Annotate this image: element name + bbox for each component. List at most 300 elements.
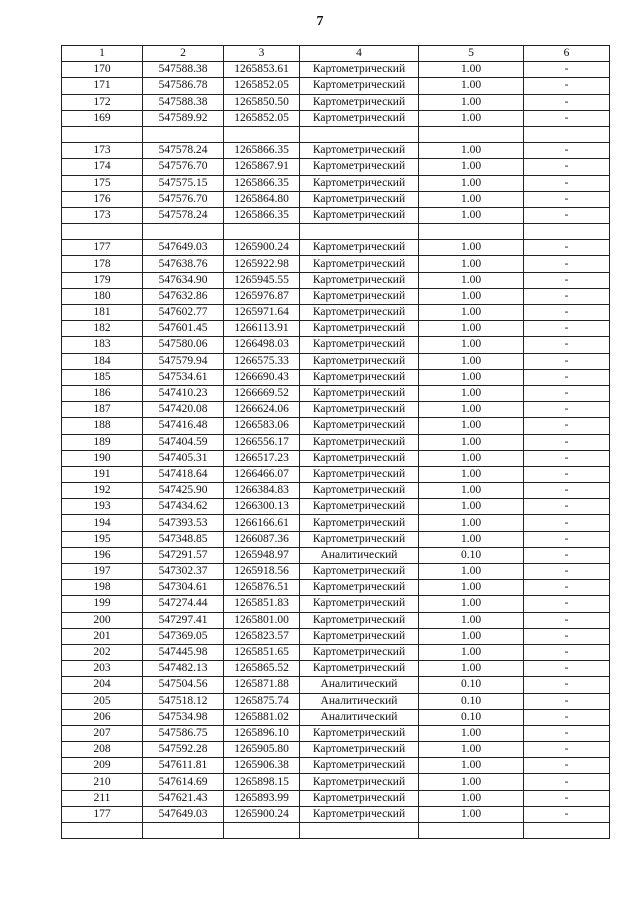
table-cell: 1.00 xyxy=(419,207,524,223)
table-cell: 547482.13 xyxy=(143,661,224,677)
table-cell xyxy=(143,126,224,142)
table-cell: 547404.59 xyxy=(143,434,224,450)
table-cell: - xyxy=(524,305,610,321)
table-row xyxy=(62,466,610,482)
table-cell: 547420.08 xyxy=(143,402,224,418)
table-cell: 1265851.65 xyxy=(224,644,300,660)
table-cell: 185 xyxy=(62,369,143,385)
table-cell: 186 xyxy=(62,385,143,401)
table-cell: 1.00 xyxy=(419,499,524,515)
table-row xyxy=(62,742,610,758)
table-row xyxy=(62,418,610,434)
header-cell: 6 xyxy=(524,46,610,62)
table-cell: - xyxy=(524,240,610,256)
table-cell: 1.00 xyxy=(419,758,524,774)
table-cell: 1266113.91 xyxy=(224,321,300,337)
table-cell: 199 xyxy=(62,596,143,612)
table-cell: Картометрический xyxy=(300,596,419,612)
table-cell: - xyxy=(524,175,610,191)
table-cell: 1.00 xyxy=(419,305,524,321)
table-cell: - xyxy=(524,110,610,126)
table-cell: - xyxy=(524,434,610,450)
table-cell: Картометрический xyxy=(300,450,419,466)
table-cell: 1265881.02 xyxy=(224,709,300,725)
table-cell: Картометрический xyxy=(300,288,419,304)
table-cell: 1.00 xyxy=(419,531,524,547)
page-number: 7 xyxy=(316,14,324,29)
table-cell: 207 xyxy=(62,725,143,741)
table-cell xyxy=(300,823,419,839)
table-row xyxy=(62,693,610,709)
table-row xyxy=(62,191,610,207)
table-cell: 194 xyxy=(62,515,143,531)
table-cell: 1.00 xyxy=(419,515,524,531)
table-cell: Аналитический xyxy=(300,677,419,693)
table-cell: Картометрический xyxy=(300,143,419,159)
table-cell: 1265896.10 xyxy=(224,725,300,741)
table-cell: 1.00 xyxy=(419,434,524,450)
table-cell: - xyxy=(524,272,610,288)
table-cell: 1265918.56 xyxy=(224,564,300,580)
table-row xyxy=(62,288,610,304)
table-cell: 1265922.98 xyxy=(224,256,300,272)
table-row xyxy=(62,823,610,839)
table-cell xyxy=(224,126,300,142)
table-cell: - xyxy=(524,774,610,790)
table-cell: - xyxy=(524,677,610,693)
table-cell: Картометрический xyxy=(300,434,419,450)
table-cell: 189 xyxy=(62,434,143,450)
table-cell: 1265893.99 xyxy=(224,790,300,806)
table-cell: Картометрический xyxy=(300,256,419,272)
table-cell: 547369.05 xyxy=(143,628,224,644)
table-cell: 180 xyxy=(62,288,143,304)
table-row xyxy=(62,483,610,499)
table-cell: - xyxy=(524,385,610,401)
table-cell: 1.00 xyxy=(419,94,524,110)
table-cell: 1.00 xyxy=(419,402,524,418)
table-cell: - xyxy=(524,321,610,337)
table-cell: 547504.56 xyxy=(143,677,224,693)
table-cell: 1265871.88 xyxy=(224,677,300,693)
table-cell: 1.00 xyxy=(419,580,524,596)
table-cell: 192 xyxy=(62,483,143,499)
table-cell: Картометрический xyxy=(300,612,419,628)
table-cell: 1.00 xyxy=(419,159,524,175)
table-cell: Картометрический xyxy=(300,418,419,434)
table-cell: 1.00 xyxy=(419,628,524,644)
table-cell xyxy=(524,823,610,839)
table-row xyxy=(62,450,610,466)
table-row xyxy=(62,709,610,725)
table-row xyxy=(62,272,610,288)
table-cell: 547580.06 xyxy=(143,337,224,353)
table-cell: Картометрический xyxy=(300,159,419,175)
table-cell: 1265900.24 xyxy=(224,240,300,256)
table-cell: 1.00 xyxy=(419,806,524,822)
table-cell: 547579.94 xyxy=(143,353,224,369)
table-cell: 1.00 xyxy=(419,661,524,677)
table-cell: 176 xyxy=(62,191,143,207)
table-cell: 1266690.43 xyxy=(224,369,300,385)
table-row xyxy=(62,224,610,240)
table-cell: Картометрический xyxy=(300,564,419,580)
table-row xyxy=(62,207,610,223)
table-header-row xyxy=(62,46,610,62)
table-cell: 196 xyxy=(62,547,143,563)
table-cell: 1265898.15 xyxy=(224,774,300,790)
header-cell: 4 xyxy=(300,46,419,62)
table-cell: 1.00 xyxy=(419,596,524,612)
table-cell: Картометрический xyxy=(300,806,419,822)
table-cell: - xyxy=(524,644,610,660)
table-cell: 547534.61 xyxy=(143,369,224,385)
table-cell: Картометрический xyxy=(300,580,419,596)
table-cell: 184 xyxy=(62,353,143,369)
table-cell: - xyxy=(524,564,610,580)
table-cell: 1.00 xyxy=(419,256,524,272)
table-cell: 190 xyxy=(62,450,143,466)
header-cell: 5 xyxy=(419,46,524,62)
table-cell: - xyxy=(524,353,610,369)
table-cell: - xyxy=(524,596,610,612)
table-cell: 547638.76 xyxy=(143,256,224,272)
table-cell: 547592.28 xyxy=(143,742,224,758)
table-cell: 204 xyxy=(62,677,143,693)
table-row xyxy=(62,758,610,774)
header-cell: 1 xyxy=(62,46,143,62)
table-body xyxy=(62,62,610,839)
table-cell: 1.00 xyxy=(419,725,524,741)
table-cell: 547621.43 xyxy=(143,790,224,806)
table-row xyxy=(62,644,610,660)
table-cell: Картометрический xyxy=(300,499,419,515)
table-row xyxy=(62,774,610,790)
table-cell: 547601.45 xyxy=(143,321,224,337)
table-cell xyxy=(62,126,143,142)
table-cell: 547576.70 xyxy=(143,191,224,207)
table-row xyxy=(62,515,610,531)
table-cell: Картометрический xyxy=(300,515,419,531)
table-cell: - xyxy=(524,515,610,531)
table-cell: 1265865.52 xyxy=(224,661,300,677)
table-cell: - xyxy=(524,288,610,304)
table-cell xyxy=(224,224,300,240)
table-cell: 200 xyxy=(62,612,143,628)
table-cell: - xyxy=(524,742,610,758)
table-row xyxy=(62,126,610,142)
table-cell: Картометрический xyxy=(300,191,419,207)
table-cell: 1.00 xyxy=(419,78,524,94)
table-cell: 1265945.55 xyxy=(224,272,300,288)
table-cell: 547405.31 xyxy=(143,450,224,466)
table-cell: Картометрический xyxy=(300,337,419,353)
table-cell: 187 xyxy=(62,402,143,418)
table-cell: Картометрический xyxy=(300,78,419,94)
table-cell xyxy=(62,224,143,240)
table-cell: 1.00 xyxy=(419,143,524,159)
table-cell: 547588.38 xyxy=(143,62,224,78)
table-row xyxy=(62,612,610,628)
table-cell: 193 xyxy=(62,499,143,515)
table-cell: 1266384.83 xyxy=(224,483,300,499)
header-cell: 2 xyxy=(143,46,224,62)
table-cell: Картометрический xyxy=(300,207,419,223)
table-cell: 547393.53 xyxy=(143,515,224,531)
table-cell: 1.00 xyxy=(419,483,524,499)
table-row xyxy=(62,661,610,677)
table-cell xyxy=(300,126,419,142)
table-cell: Аналитический xyxy=(300,709,419,725)
table-row xyxy=(62,256,610,272)
table-cell xyxy=(524,126,610,142)
table-cell: 1.00 xyxy=(419,466,524,482)
table-cell: 210 xyxy=(62,774,143,790)
table-row xyxy=(62,596,610,612)
table-cell: 1266087.36 xyxy=(224,531,300,547)
table-cell: 1.00 xyxy=(419,110,524,126)
table-cell: - xyxy=(524,628,610,644)
table-cell: 1265875.74 xyxy=(224,693,300,709)
table-row xyxy=(62,94,610,110)
table-cell: 172 xyxy=(62,94,143,110)
table-cell: 171 xyxy=(62,78,143,94)
table-cell: 1265850.50 xyxy=(224,94,300,110)
table-cell: - xyxy=(524,418,610,434)
table-cell: 197 xyxy=(62,564,143,580)
table-cell: 178 xyxy=(62,256,143,272)
table-cell: 211 xyxy=(62,790,143,806)
table-cell: 547418.64 xyxy=(143,466,224,482)
table-cell: 1265853.61 xyxy=(224,62,300,78)
table-cell: 1.00 xyxy=(419,272,524,288)
table-cell: 547611.81 xyxy=(143,758,224,774)
table-cell: 547586.75 xyxy=(143,725,224,741)
table-cell: Картометрический xyxy=(300,466,419,482)
table-cell: Картометрический xyxy=(300,531,419,547)
table-cell: Картометрический xyxy=(300,402,419,418)
table-cell: 1265971.64 xyxy=(224,305,300,321)
table-cell: 547589.92 xyxy=(143,110,224,126)
table-cell: 202 xyxy=(62,644,143,660)
table-cell xyxy=(62,823,143,839)
table-cell: - xyxy=(524,466,610,482)
table-cell: 1.00 xyxy=(419,191,524,207)
table-cell xyxy=(419,224,524,240)
table-cell: 547534.98 xyxy=(143,709,224,725)
table-cell: - xyxy=(524,806,610,822)
table-cell: 1265866.35 xyxy=(224,143,300,159)
table-cell: 547602.77 xyxy=(143,305,224,321)
table-cell: - xyxy=(524,612,610,628)
table-cell: - xyxy=(524,159,610,175)
table-cell: 1.00 xyxy=(419,418,524,434)
table-cell: 0.10 xyxy=(419,677,524,693)
table-cell: Картометрический xyxy=(300,758,419,774)
table-cell: - xyxy=(524,499,610,515)
table-cell: 1266300.13 xyxy=(224,499,300,515)
table-cell: 1266669.52 xyxy=(224,385,300,401)
table-cell: 182 xyxy=(62,321,143,337)
table-row xyxy=(62,499,610,515)
table-cell: 547348.85 xyxy=(143,531,224,547)
table-cell: 547425.90 xyxy=(143,483,224,499)
table-cell xyxy=(143,224,224,240)
table-cell: 547614.69 xyxy=(143,774,224,790)
table-cell: 1.00 xyxy=(419,321,524,337)
table-cell: 1266166.61 xyxy=(224,515,300,531)
table-cell: Аналитический xyxy=(300,693,419,709)
table-row xyxy=(62,806,610,822)
table-cell: 547302.37 xyxy=(143,564,224,580)
table-cell: 1265905.80 xyxy=(224,742,300,758)
table-cell: - xyxy=(524,402,610,418)
table-cell: 174 xyxy=(62,159,143,175)
table-cell: Картометрический xyxy=(300,353,419,369)
table-cell: Картометрический xyxy=(300,483,419,499)
table-cell: 1266575.33 xyxy=(224,353,300,369)
table-row xyxy=(62,531,610,547)
table-row xyxy=(62,547,610,563)
table-row xyxy=(62,175,610,191)
table-row xyxy=(62,628,610,644)
table-cell: 547445.98 xyxy=(143,644,224,660)
table-cell: 1265866.35 xyxy=(224,207,300,223)
table-cell: 1265852.05 xyxy=(224,78,300,94)
table-cell: 547586.78 xyxy=(143,78,224,94)
table-cell: - xyxy=(524,483,610,499)
table-cell: - xyxy=(524,725,610,741)
table-cell: 1266624.06 xyxy=(224,402,300,418)
table-cell: 547410.23 xyxy=(143,385,224,401)
table-cell: 1265900.24 xyxy=(224,806,300,822)
table-cell: 547632.86 xyxy=(143,288,224,304)
table-row xyxy=(62,62,610,78)
table-cell: 1.00 xyxy=(419,240,524,256)
table-cell: 1265876.51 xyxy=(224,580,300,596)
table-cell: 547416.48 xyxy=(143,418,224,434)
table-row xyxy=(62,677,610,693)
table-cell: - xyxy=(524,256,610,272)
table-cell: 547434.62 xyxy=(143,499,224,515)
table-cell: - xyxy=(524,709,610,725)
table-cell: 0.10 xyxy=(419,693,524,709)
table-cell: 1266517.23 xyxy=(224,450,300,466)
table-cell: - xyxy=(524,790,610,806)
table-row xyxy=(62,790,610,806)
table-cell: - xyxy=(524,531,610,547)
table-cell: - xyxy=(524,693,610,709)
table-cell: 183 xyxy=(62,337,143,353)
table-cell: Картометрический xyxy=(300,385,419,401)
table-cell: Картометрический xyxy=(300,661,419,677)
table-cell: 177 xyxy=(62,240,143,256)
table-cell: - xyxy=(524,191,610,207)
table-row xyxy=(62,369,610,385)
table-cell: 547274.44 xyxy=(143,596,224,612)
table-cell: 547588.38 xyxy=(143,94,224,110)
table-cell: 0.10 xyxy=(419,547,524,563)
table-cell: 1265852.05 xyxy=(224,110,300,126)
table-row xyxy=(62,110,610,126)
table-cell: 0.10 xyxy=(419,709,524,725)
table-cell: 547649.03 xyxy=(143,240,224,256)
table-cell: - xyxy=(524,758,610,774)
table-row xyxy=(62,159,610,175)
table-cell: Картометрический xyxy=(300,628,419,644)
table-cell xyxy=(300,224,419,240)
table-cell: 1.00 xyxy=(419,385,524,401)
table-cell: 201 xyxy=(62,628,143,644)
table-cell: Картометрический xyxy=(300,742,419,758)
table-cell xyxy=(524,224,610,240)
table-cell: Картометрический xyxy=(300,644,419,660)
table-cell: Картометрический xyxy=(300,240,419,256)
table-cell: Картометрический xyxy=(300,369,419,385)
table-cell: 170 xyxy=(62,62,143,78)
table-cell: - xyxy=(524,337,610,353)
table-row xyxy=(62,402,610,418)
table-row xyxy=(62,385,610,401)
table-row xyxy=(62,725,610,741)
table-cell: 209 xyxy=(62,758,143,774)
table-cell: - xyxy=(524,661,610,677)
table-cell: - xyxy=(524,450,610,466)
table-cell: 1.00 xyxy=(419,612,524,628)
table-row xyxy=(62,434,610,450)
table-row xyxy=(62,78,610,94)
table-cell: 1265948.97 xyxy=(224,547,300,563)
table-cell: 1.00 xyxy=(419,369,524,385)
table-cell: 1.00 xyxy=(419,62,524,78)
table-cell: 547578.24 xyxy=(143,207,224,223)
table-cell: Картометрический xyxy=(300,94,419,110)
table-cell: Картометрический xyxy=(300,725,419,741)
table-cell: - xyxy=(524,369,610,385)
table-cell: 547576.70 xyxy=(143,159,224,175)
table-cell: Аналитический xyxy=(300,547,419,563)
table-cell: 547575.15 xyxy=(143,175,224,191)
table-cell: 1.00 xyxy=(419,450,524,466)
table-cell xyxy=(143,823,224,839)
table-cell: Картометрический xyxy=(300,175,419,191)
table-row xyxy=(62,321,610,337)
table-cell: 1266466.07 xyxy=(224,466,300,482)
table-cell xyxy=(224,823,300,839)
table-cell: 1.00 xyxy=(419,288,524,304)
table-cell: Картометрический xyxy=(300,321,419,337)
table-cell: 1.00 xyxy=(419,644,524,660)
table-cell: 1.00 xyxy=(419,564,524,580)
table-cell: Картометрический xyxy=(300,774,419,790)
table-cell: - xyxy=(524,62,610,78)
table-cell: - xyxy=(524,207,610,223)
table-cell: Картометрический xyxy=(300,790,419,806)
table-cell: 547634.90 xyxy=(143,272,224,288)
table-cell: 1266556.17 xyxy=(224,434,300,450)
table-cell: 1.00 xyxy=(419,790,524,806)
table-row xyxy=(62,564,610,580)
table-cell: - xyxy=(524,94,610,110)
table-cell: 1265867.91 xyxy=(224,159,300,175)
table-row xyxy=(62,240,610,256)
table-cell: 1265823.57 xyxy=(224,628,300,644)
table-cell: 1.00 xyxy=(419,774,524,790)
table-cell: 1.00 xyxy=(419,175,524,191)
table-cell: 547518.12 xyxy=(143,693,224,709)
table-cell: 1.00 xyxy=(419,742,524,758)
table-cell: 181 xyxy=(62,305,143,321)
